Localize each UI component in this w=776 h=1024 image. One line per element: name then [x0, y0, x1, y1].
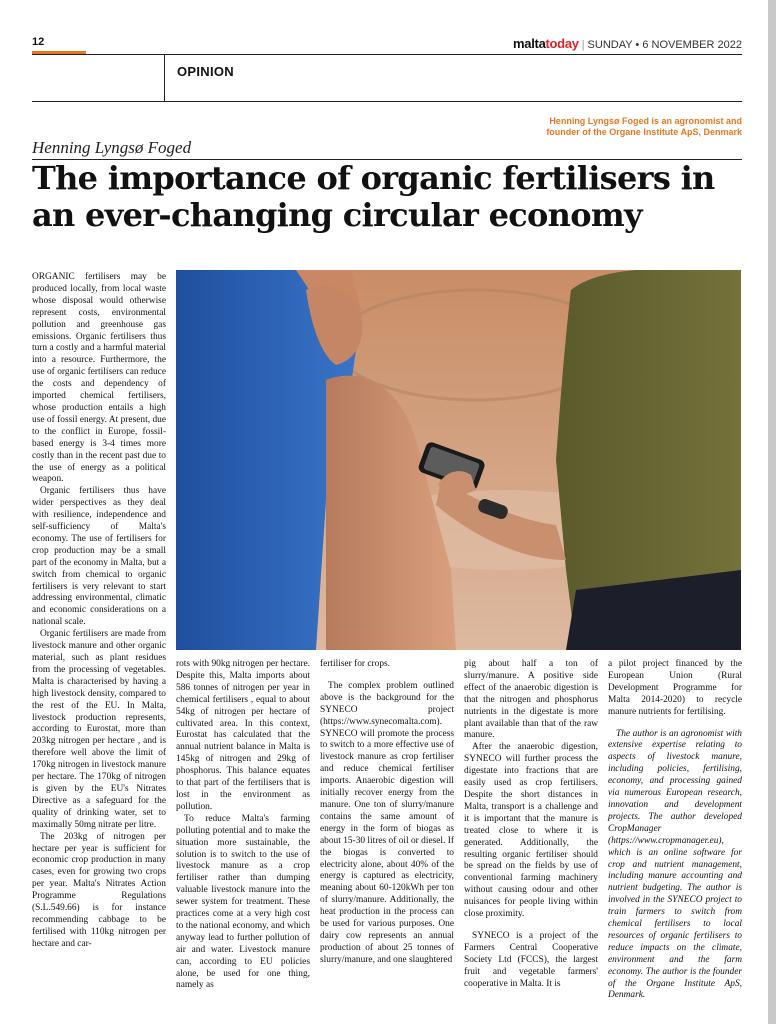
author-note: The author is an agronomist with extensive expertise relating to aspects of livestock manure, including policies, fertilising, economy, and processing gained via numerous European research, innovation and development projects. The author developed CropManager (https://www.cropmanager.eu), which is an online software for crop and nutrient management, including manure accounting and nutrient budgeting. The author is involved in the SYNECO project to train farmers to switch from chemical fertilisers to local resources of organic fertilisers to reduce impacts on the climate, environment and the farm economy. The author is the founder of the Organe Institute ApS, Denmark.: [608, 728, 742, 1001]
paragraph: fertiliser for crops.: [320, 659, 391, 669]
masthead: [513, 36, 742, 51]
newspaper-logo: maltatoday: [513, 36, 579, 51]
article-photo: [176, 270, 741, 650]
section-divider: [164, 55, 165, 102]
dateline: SUNDAY • 6 NOVEMBER 2022: [587, 39, 742, 51]
masthead-separator: |: [581, 39, 585, 51]
paragraph: The 203kg of nitrogen per hectare per year is sufficient for economic crop production in many cases, even for growing two crops per year. Malta's Nitrates Action Programme Regulations (S.L.549.66) is for instance recommending cabbage to be fertilised with 110kg nitrogen per hectare and car-: [32, 831, 166, 949]
paragraph: ORGANIC fertilisers may be produced locally, from local waste whose disposal would otherwise represent costs, environmental pollution and greenhouse gas emissions. Organic fertilisers thus turn a costly and a harmful material into a resource. Furthermore, the use of organic fertilisers can reduce the costs and dependency of imported chemical fertilisers, whose production entails a high use of fossil energy. At present, due to the conflict in Europe, fossil-based energy is 3-4 times more costly than in the recent past due to the use of energy as a political weapon.: [32, 272, 166, 485]
paragraph: pig about half a ton of slurry/manure. A positive side effect of the anaerobic digestion is that the nitrogen and phosphorus nutrients in the digestate is more plant available than that of the raw manure.: [464, 659, 598, 741]
section-label: OPINION: [177, 64, 234, 79]
article-column-2: [176, 659, 310, 992]
paragraph: To reduce Malta's farming polluting potential and to make the situation more sustainable, the solution is to switch to the use of livestock manure as a crop fertiliser rather than dumping valuable livestock manure into the sewer system for treatment. These practices come at a very high cost to the national economy, and which anyway lead to further pollution of air and water. Livestock manure can, according to EU policies alone, be used for one thing, namely as: [176, 813, 310, 991]
paragraph: rots with 90kg nitrogen per hectare. Despite this, Malta imports about 586 tonnes of nitrogen per year in chemical fertilisers , equal to about 54kg of nitrogen per hectare of cultivated area. In this context, Eurostat has calculated that the annual nutrient balance in Malta is 145kg of nitrogen and 29kg of phosphorus. This balance equates to that part of the fertilisers that is lost in the environment as pollution.: [176, 659, 310, 812]
paragraph: The complex problem outlined above is the background for the SYNECO project (https://www.synecomalta.com). SYNECO will promote the process to switch to a more effective use of livestock manure as crop fertiliser and reduce chemical fertiliser imports. Anaerobic digestion will initially recover energy from the manure. One ton of slurry/manure contains the same amount of energy in the form of biogas as about 15-30 litres of oil or diesel. If the biogas is converted to electricity alone, about 40% of the energy is captured as electricity, meaning about 60-120kWh per ton of slurry/manure. Additionally, the heat production in the process can be used for various purposes. One dairy cow represents an annual production of about 25 tonnes of slurry/manure, and one slaughtered: [320, 680, 454, 965]
headline: The importance of organic fertilisers in an ever-changing circular economy: [32, 159, 715, 234]
paragraph: a pilot project financed by the European Union (Rural Development Programme for Malta 2014-2020) to recycle manure nutrients for fertilising.: [608, 659, 742, 717]
article-column-3: [320, 659, 454, 967]
author-info: Henning Lyngsø Foged is an agronomist and founder of the Organe Institute ApS, Denmark: [546, 116, 742, 137]
paragraph: Organic fertilisers are made from livestock manure and other organic material, such as plant residues from the processing of vegetables. Malta is characterised by having a high livestock density, compared to the rest of the EU. In Malta, livestock production represents, according to Eurostat, more than 203kg nitrogen per hectare , and is therefore well above the limit of 170kg nitrogen in livestock manure per hectare. The 170kg of nitrogen is given by the EU's Nitrates Directive as a safeguard for the quality of drinking water, set to maximally 50mg nitrate per litre.: [32, 629, 166, 830]
section-rule: [32, 101, 742, 102]
page-edge: [768, 0, 776, 1024]
byline: Henning Lyngsø Foged: [32, 138, 192, 157]
page-number: 12: [32, 36, 45, 48]
paragraph: After the anaerobic digestion, SYNECO will further process the digestate into fractions that are easily used as crop fertilisers. Despite the short distances in Malta, transport is a challenge and it is important that the manure is treated close to where it is generated. Additionally, the resulting organic fertiliser should be spread on the fields by use of conventional farming machinery without causing odour and other nuisances for people living within close proximity.: [464, 742, 598, 920]
article-column-5: [608, 659, 742, 1002]
paragraph: Organic fertilisers thus have wider perspectives as they deal with resilience, independence and self-sufficiency of Malta's economy. The use of fertilisers for crop production may be a small part of the economy in Malta, but a switch from chemical to organic fertilisers is very relevant to start addressing environmental, climatic and economic considerations on a national scale.: [32, 486, 166, 628]
header-rule: [32, 54, 742, 55]
article-column-4: [464, 659, 598, 990]
article-column-1: [32, 272, 166, 951]
paragraph: SYNECO is a project of the Farmers Central Cooperative Society Ltd (FCCS), the largest fruit and vegetable farmers' cooperative in Malta. It is: [464, 930, 598, 989]
